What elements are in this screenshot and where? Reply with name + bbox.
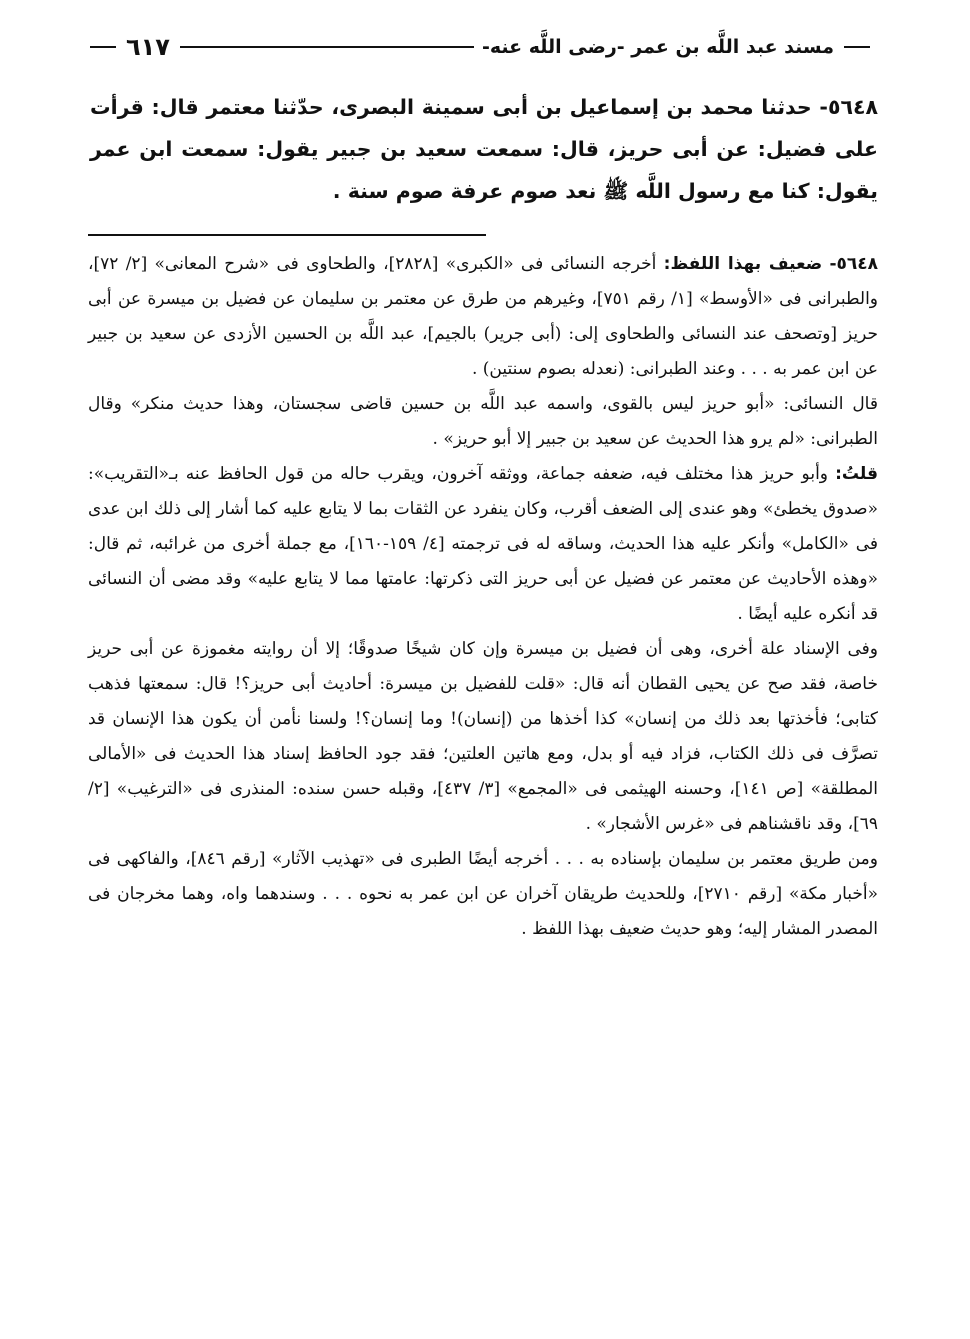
takhrij-notes [88,247,878,947]
hadith-body: حدثنا محمد بن إسماعيل بن أبى سمينة البصرى، حدّثنا معتمر قال: قرأت على فضيل: عن أبى حريز، قال: سمعت سعيد بن جبير يقول: سمعت ابن عمر يقول: كنا مع رسول اللَّه ﷺ نعد صوم عرفة صوم سنة . [90,95,878,203]
head-dash-left [90,46,116,48]
notes-paragraph-3-text: وأبو حريز هذا مختلف فيه، ضعفه جماعة، ووثقه آخرون، ويقرب حاله من قول الحافظ عنه بـ«التقريب»: «صدوق يخطئ» وهو عندى إلى الضعف أقرب، وكان ينفرد عن الثقات بما لا يتابع عليه كما أشار إلى ذلك ابن عدى فى «الكامل» وأنكر عليه هذا الحديث، وساقه له فى ترجمته [٤/ ١٥٩-١٦٠]، مع جملة أخرى من غرائبه، ثم قال: «وهذه الأحاديث عن معتمر عن فضيل عن أبى حريز التى ذكرتها: عامتها مما لا يتابع عليه» وقد مضى أن النسائى قد أنكره عليه أيضًا . [88,464,879,624]
footnote-separator [88,234,486,236]
notes-paragraph-3 [88,457,878,632]
running-head [90,30,870,64]
notes-paragraph-2: قال النسائى: «أبو حريز ليس بالقوى، واسمه عبد اللَّه بن حسين قاضى سجستان، وهذا حديث منكر» وقال الطبرانى: «لم يرو هذا الحديث عن سعيد بن جبير إلا أبو حريز» . [88,394,878,449]
notes-paragraph-1-text: أخرجه النسائى فى «الكبرى» [٢٨٢٨]، والطحاوى فى «شرح المعانى» [٢/ ٧٢]، والطبرانى فى «الأوسط» [١/ رقم ٧٥١]، وغيرهم من طرق عن معتمر بن سليمان عن فضيل بن ميسرة عن أبى حريز [وتصحف عند النسائى والطحاوى إلى: (أبى جرير) بالجيم]، عبد اللَّه بن الحسين الأزدى عن سعيد بن جبير عن ابن عمر به . . . وعند الطبرانى: (نعدله بصوم سنتين) . [88,254,879,379]
hadith-text-block [90,86,878,212]
notes-number: ٥٦٤٨- [829,254,879,274]
notes-paragraph-1 [88,247,878,387]
hadith-number: ٥٦٤٨- [819,95,878,119]
notes-paragraph-4: وفى الإسناد علة أخرى، وهى أن فضيل بن ميسرة وإن كان شيخًا صدوقًا؛ إلا أن روايته مغموزة عن أبى حريز خاصة، فقد صح عن يحيى القطان أنه قال: «قلت للفضيل بن ميسرة: أحاديث أبى حريز؟! قال: سمعتها فذهب كتابى؛ فأخذتها بعد ذلك من إنسان» كذا أخذها من (إنسان)! وما إنسان؟! ولسنا نأمن أن يكون هذا الإنسان قد تصرَّف فى ذلك الكتاب، فزاد فيه أو بدل، ومع هاتين العلتين؛ فقد جود الحافظ إسناد هذا الحديث فى «الأمالى المطلقة» [ص ١٤١]، وحسنه الهيثمى فى «المجمع» [٣/ ٤٣٧]، وقبله حسن سنده: المنذرى فى «الترغيب» [٢/ ٦٩]، وقد ناقشناهم فى «غرس الأشجار» . [88,639,878,834]
notes-paragraph-5: ومن طريق معتمر بن سليمان بإسناده به . . . أخرجه أيضًا الطبرى فى «تهذيب الآثار» [رقم ٨٤٦]، والفاكهى فى «أخبار مكة» [رقم ٢٧١٠]، وللحديث طريقان آخران عن ابن عمر به نحوه . . . وسندهما واه، وهما مخرجان فى المصدر المشار إليه؛ وهو حديث ضعيف بهذا اللفظ . [88,849,879,939]
notes-qult-label: قلتُ: [835,464,878,484]
running-head-title: مسند عبد اللَّه بن عمر -رضى اللَّه عنه- [481,36,834,58]
running-head-rule [180,46,474,48]
head-dash-right [844,46,870,48]
notes-grade: ضعيف بهذا اللفظ: [663,254,823,274]
page-number: ٦١٧ [126,33,170,61]
